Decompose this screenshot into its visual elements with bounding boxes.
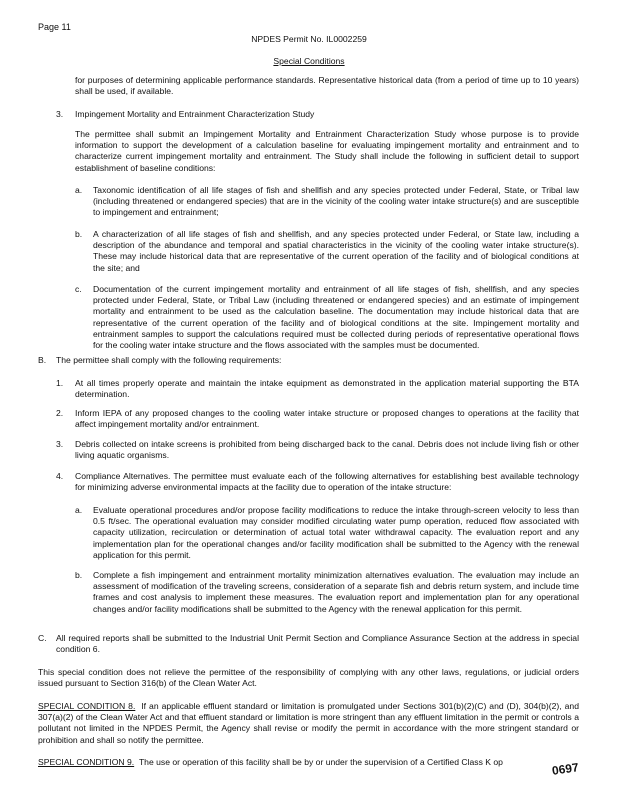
special-condition-9-text: The use or operation of this facility shall be by or under the supervision of a Certified Class K op bbox=[138, 757, 503, 767]
item-b-2-text: Inform IEPA of any proposed changes to the cooling water intake structure or proposed changes to operations at the facility that affect impingement mortality and/or entrainment. bbox=[75, 408, 579, 430]
intro-continuation: for purposes of determining applicable performance standards. Representative historical data (from a period of time up to 10 years) shall be used, if available. bbox=[75, 75, 579, 97]
item-b-4-sub-b-letter: b. bbox=[75, 570, 83, 580]
item-b-1-num: 1. bbox=[56, 378, 64, 388]
item-b-3-num: 3. bbox=[56, 439, 64, 449]
item-b-4-sub-b-text: Complete a fish impingement and entrainment mortality minimization alternatives evaluation. The evaluation may include an assessment of modification of the traveling screens, consideration of a separate fish and debris return system, and include time frames and cost analysis to implement these measures. The evaluation report and implementation plan for any operational changes and/or facility modifications shall be submitted to the Agency with the renewal application for this permit. bbox=[93, 570, 579, 614]
item3-sub-c-text: Documentation of the current impingement mortality and entrainment of all life stages of fish, shellfish, and any species protected under Federal, State, or Tribal Law (including threatened or endangered species) and an estimate of impingement mortality and entrainment to be used as the calculation baseline. The documentation may include historical data that are representative of the current operation of the facility and of biological conditions at the site. Impingement mortality and entrainment samples to support the calculations required must be collected during periods of representative operational flows for the cooling water intake structure and the flows associated with the samples must be documented. bbox=[93, 284, 579, 351]
item3-sub-b-text: A characterization of all life stages of fish and shellfish, and any species protected under Federal, or State law, including a description of the abundance and temporal and spatial characteristics in the vicinity of the cooling water intake structure(s). These may include historical data that are representative of the current operation of the facility and of biological conditions at the site; and bbox=[93, 229, 579, 273]
item-b-4-text: Compliance Alternatives. The permittee must evaluate each of the following alternatives for establishing best available technology for minimizing adverse environmental impacts at the facility due to operation of the intake structure: bbox=[75, 471, 579, 493]
item-c-letter: C. bbox=[38, 633, 47, 643]
special-condition-8-label: SPECIAL CONDITION 8. bbox=[38, 701, 136, 711]
item3-sub-c-letter: c. bbox=[75, 284, 82, 294]
item-b-4-sub-a-text: Evaluate operational procedures and/or propose facility modifications to reduce the intake through-screen velocity to less than 0.5 ft/sec. The operational evaluation may consider modified circulating water pump operation, reduced flow associated with capacity utilization, recirculation or determination of actual total water withdrawal capacity. The evaluation report and any implementation plan for the operational changes and/or facility modification shall be submitted to the Agency with the renewal application for this permit. bbox=[93, 505, 579, 560]
special-condition-9-label: SPECIAL CONDITION 9. bbox=[38, 757, 135, 767]
closing-paragraph: This special condition does not relieve the permittee of the responsibility of complying with any other laws, regulations, or judicial orders issued pursuant to Section 316(b) of the Clean Water Act. bbox=[38, 667, 579, 689]
item-b-4-num: 4. bbox=[56, 471, 64, 481]
item3-sub-a-text: Taxonomic identification of all life stages of fish and shellfish and any species protected under Federal, State, or Tribal law (including threatened or endangered species) that are in the vicinity of the cooling water intake structure(s) and are susceptible to impingement and entrainment; bbox=[93, 185, 579, 218]
permit-number: NPDES Permit No. IL0002259 bbox=[251, 34, 367, 44]
item3-number: 3. bbox=[56, 109, 64, 119]
item3-sub-a-letter: a. bbox=[75, 185, 83, 195]
item3-body: The permittee shall submit an Impingement Mortality and Entrainment Characterization Study whose purpose is to provide information to support the development of a calculation baseline for evaluating impingement mortality and entrainment and to characterize current impingement mortality and entrainment. The Study shall include the following in sufficient detail to support establishment of baseline conditions: bbox=[75, 129, 579, 173]
item-b-1-text: At all times properly operate and maintain the intake equipment as demonstrated in the application material supporting the BTA determination. bbox=[75, 378, 579, 400]
item3-title: Impingement Mortality and Entrainment Characterization Study bbox=[75, 109, 315, 119]
section-title: Special Conditions bbox=[273, 56, 345, 66]
item-c-text: All required reports shall be submitted to the Industrial Unit Permit Section and Compliance Assurance Section at the address in special condition 6. bbox=[56, 633, 579, 655]
item-b-2-num: 2. bbox=[56, 408, 64, 418]
item-b-4-sub-a-letter: a. bbox=[75, 505, 83, 515]
special-condition-8-text: If an applicable effluent standard or limitation is promulgated under Sections 301(b)(2)(C) and (D), 304(b)(2), and 307(a)(2) of the Clean Water Act and that effluent standard or limitation is more stringent than any effluent limitation in the permit or controls a pollutant not limited in the NPDES Permit, the Agency shall revise or modify the permit in accordance with the more stringent standard or prohibition and shall so notify the permittee. bbox=[38, 701, 579, 745]
special-condition-9 bbox=[38, 757, 579, 768]
special-condition-8 bbox=[38, 701, 579, 746]
item-b-text: The permittee shall comply with the following requirements: bbox=[56, 355, 282, 365]
item-b-3-text: Debris collected on intake screens is prohibited from being discharged back to the canal. Debris does not include living fish or other living aquatic organisms. bbox=[75, 439, 579, 461]
item3-sub-b-letter: b. bbox=[75, 229, 83, 239]
item-b-letter: B. bbox=[38, 355, 47, 365]
page-number: Page 11 bbox=[38, 22, 71, 32]
page-stamp: 0697 bbox=[551, 760, 580, 778]
